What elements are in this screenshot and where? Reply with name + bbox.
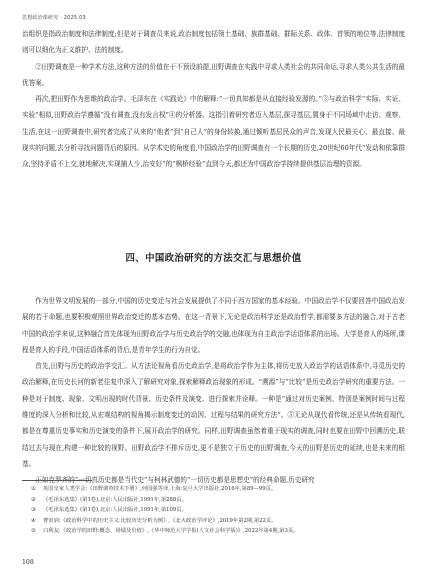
footnote-divider (22, 480, 92, 481)
footnote (31, 516, 407, 527)
footnote-text: 白利友:《政治学的田野:概念、场域及价值》,《华中师范大学学报(人文社会科学版)》,2022年第4期,第3页。 (43, 528, 299, 535)
footnote (31, 484, 407, 495)
footnote-text: 《毛泽东选集》(第1卷),北京:人民出版社,1991年,第109页。 (43, 507, 187, 514)
paragraph: 再次,把田野作为思维的政治学。毛泽东在《实践论》中的解释:“一切真知都是从直接经验发源的。”③与政治科学“实际、实证、实验”相似,田野政治学遵循“没有调查,没有发言权”④的分析器。这指引着研究者迈入基层,探寻基层,置身于不同场域中走访、观察、生活,在这一田野调查中,研究者完成了从来的“他者”到“自己人”的身份转换,通过倾听基层民众的声音,发现人民最关心、最直接、最现实的问题,去分析寻找问题背后的原因。从学术史的角度看,中国政治学的田野调查有一个长期的历史,20世纪60年代“发动和依靠群众,坚持矛盾不上交,就地解决,实现捕人少,治安好”的“枫桥经验”直到今天,都还为中国政治学持续提供基层治理的资源。 (22, 95, 405, 169)
footnote-number: ⑤ (31, 528, 36, 535)
footnotes (31, 484, 407, 537)
footnote-text: 英国皇家人类学会:《田野调查技术手册》,何国强等译,上海:复旦大学出版社,2016年,第89—99页。 (43, 486, 277, 492)
paragraph: ②田野调查是一种学术方法,这种方法的价值在于不预设前提,田野调查在实践中寻求人类社会的共同命运,寻求人类公共生活的最优答案。 (22, 62, 405, 87)
body-text-bottom (22, 293, 405, 489)
footnote-text: 《毛泽东选集》(第1卷),北京:人民出版社,1991年,第288页。 (43, 496, 187, 503)
body-text-top (22, 26, 405, 173)
footnote-text: 曹寅讷:《政治科学中的历史主义:比较历史分析为例》,《北大政治学评论》,2019年第2期,第22页。 (43, 517, 277, 524)
paragraph: 首先,田野与历史的政治学交汇。从方法论视角看历史政治学,是将政治学作为主体,将历史放入政治学的话语体系中,寻觅历史的政治解释,在历史长河的新老往复中深入了解研究对象,探索解释政治现象的形成。“溯源”与“比较”是历史政治学研究的重要方法。一种是对于制度、现象、文明出现的时代背景、历史条件及演变、进行探索并诠释。一种是“通过对历史案例、特别是案例时间与过程维度的深入分析和比较,从宏观结构的视角揭示制度变迁的动因、过程与结果的研究方法”。⑤无论从现代看传统,还是从传统看现代,都是在尊重历史事实和历史演变的条件下,展开政治学的研究。同样,田野调查虽然着重于现实的调查,同时也要在田野中回溯历史,联结过去与现在,构建一种比较的视野。田野政治学不排斥历史,更不是独立于历史的田野调查,今天的田野是历史的延续,也是未来的根基。 (22, 362, 405, 468)
paragraph: 正如克罗齐的“一切真历史都是当代史”与柯林武德的“一切历史都是思想史”的经典命题,历史研究 (35, 476, 315, 485)
paragraph: 治组织是指政治制度和法律制度;但是对于调查员来说,政治制度包括领土基础、族群基础、群际关系、政体、首领的地位等,法律制度则可以细化为正义维护、法的制度。 (22, 30, 405, 55)
paragraph: 作为世界文明发展的一部分,中国的历史变迁与社会发展提供了不同于西方国家的基本经验。中国政治学不仅要回答中国政治发展的若干命题,也要积极观照世界政治变迁的基本态势。在这一背景下,无论是政治科学还是政治哲学,都需要多方法的融合,对于古老中国的政治学来说,这种融合首先体现为田野政治学与历史政治学的交融,也体现为自主政治学话语体系的出场。大学是育人的场所,课程是育人的手段,中国话语体系的背后,是青年学生的行为自觉。 (22, 297, 405, 354)
running-head: 思想政治课研究 · 2025.03 (22, 15, 86, 21)
footnote (31, 526, 407, 537)
footnote-number: ① (31, 486, 36, 492)
footnote-number: ④ (31, 517, 36, 524)
page-number: 108 (22, 559, 34, 566)
footnote-number: ② (31, 496, 36, 503)
footnote-number: ③ (31, 507, 36, 514)
section-heading: 四、中国政治研究的方法交汇与思想价值 (125, 253, 302, 264)
footnote (31, 505, 407, 516)
footnote (31, 495, 407, 506)
